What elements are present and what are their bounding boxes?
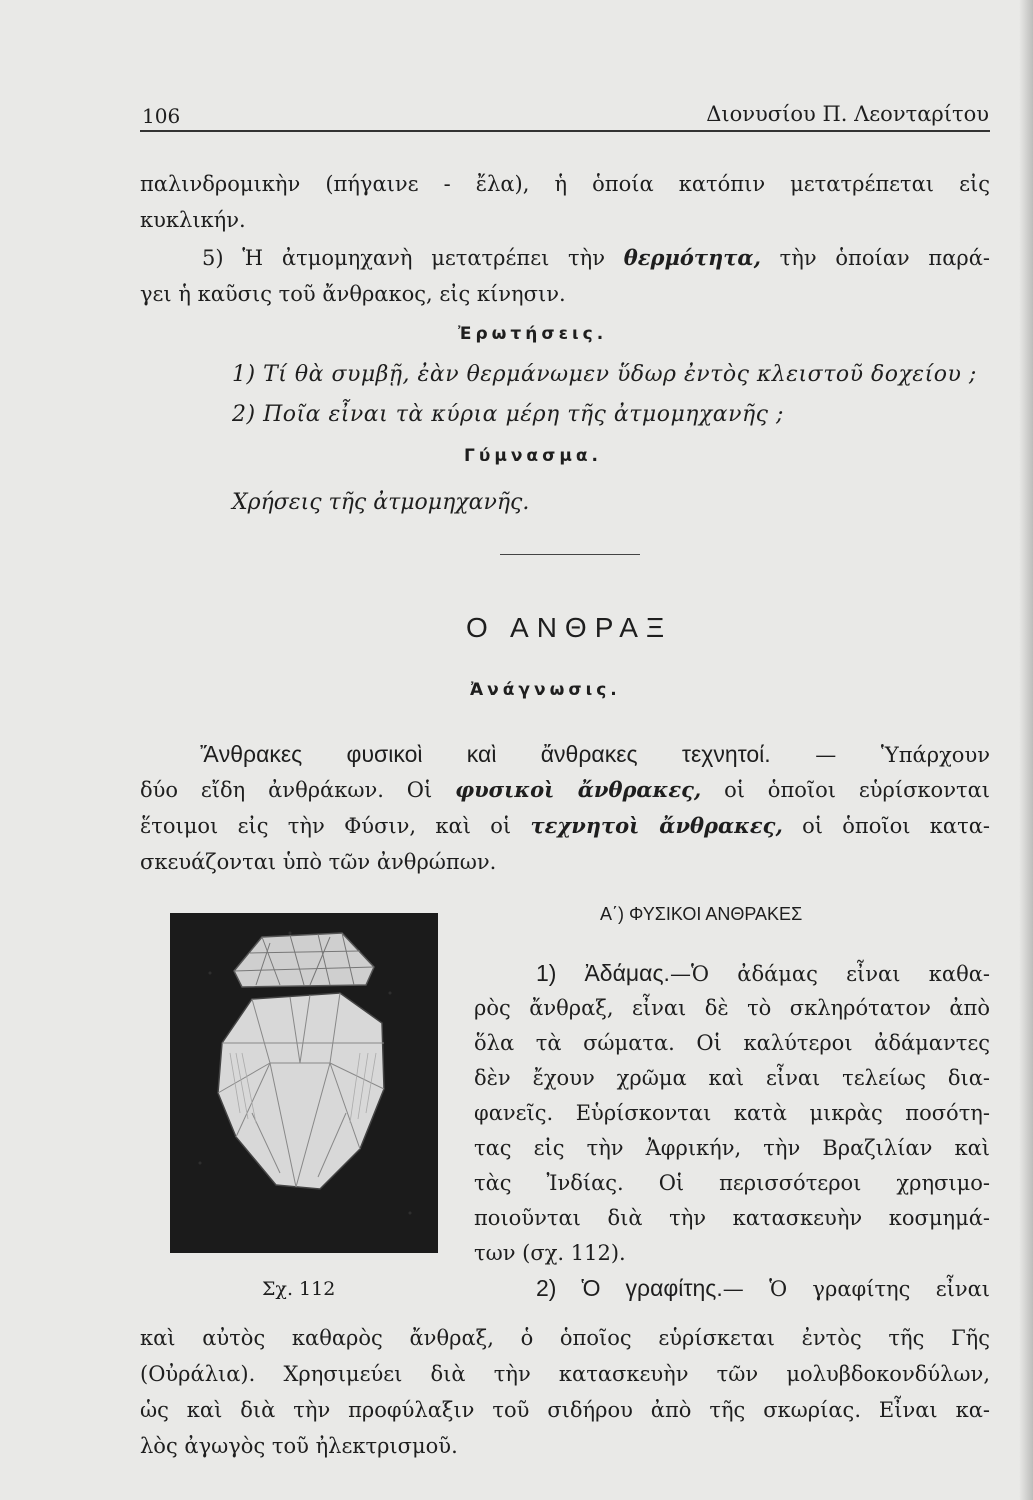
body-line: σκευάζονται ὑπὸ τῶν ἀνθρώπων. — [140, 850, 497, 874]
page-number: 106 — [142, 104, 181, 128]
graphite-paragraph — [140, 1320, 990, 1464]
body-text: δύο εἴδη ἀνθράκων. Οἱ — [140, 778, 456, 802]
diamond-text: —Ὁ ἀδάμας εἶναι καθα- — [669, 962, 990, 986]
lead-phrase: Ἄνθρακες φυσικοὶ καὶ ἄνθρακες τεχνητοί. — [200, 741, 771, 767]
body-line — [140, 736, 990, 772]
section-a-heading: Α΄) ΦΥΣΙΚΟΙ ΑΝΘΡΑΚΕΣ — [600, 904, 803, 924]
body-line — [140, 808, 990, 844]
body-text: ἕτοιμοι εἰς τὴν Φύσιν, καὶ οἱ — [140, 814, 531, 838]
running-title: Διονυσίου Π. Λεονταρίτου — [706, 102, 989, 126]
exercise-text: Χρήσεις τῆς ἀτμομηχανῆς. — [232, 490, 530, 515]
diamond-figure — [170, 913, 438, 1253]
diamond-line: φανεῖς. Εὑρίσκονται κατὰ μικρὰς ποσότη- — [474, 1101, 990, 1125]
diamond-line: ποιοῦνται διὰ τὴν κατασκευὴν κοσμημά- — [474, 1206, 990, 1230]
intro-line: κυκλικήν. — [140, 208, 246, 232]
item-5-line — [140, 240, 990, 276]
graphite-line: ὡς καὶ διὰ τὴν προφύλαξιν τοῦ σιδήρου ἀπὸ τῆς σκωρίας. Εἶναι κα- — [140, 1398, 990, 1422]
page-gutter-shadow — [1019, 0, 1033, 1500]
reading-heading: Ἀνάγνωσις. — [470, 680, 621, 700]
graphite-text: — Ὁ γραφίτης εἶναι — [722, 1277, 991, 1301]
header-rule — [140, 130, 990, 132]
diamond-line: τας εἰς τὴν Ἀφρικήν, τὴν Βραζιλίαν καὶ — [474, 1136, 990, 1160]
item-5-text: 5) Ἡ ἀτμομηχανὴ μετατρέπει τὴν — [202, 246, 624, 270]
diamond-line: δὲν ἔχουν χρῶμα καὶ εἶναι τελείως δια- — [474, 1066, 990, 1090]
question-2: 2) Ποῖα εἶναι τὰ κύρια μέρη τῆς ἀτμομηχανῆς ; — [232, 402, 784, 427]
artificial-carbons-term: τεχνητοὶ ἄνθρακες, — [530, 813, 783, 838]
chapter-title: Ο ΑΝΘΡΑΞ — [466, 612, 673, 643]
questions-heading: Ἐρωτήσεις. — [458, 324, 608, 344]
figure-caption: Σχ. 112 — [262, 1278, 336, 1300]
body-text: — Ὑπάρχουν — [770, 743, 990, 767]
diamond-line: τὰς Ἰνδίας. Οἱ περισσότεροι χρησιμο- — [474, 1171, 990, 1195]
item-5-text: τὴν ὁποίαν παρά- — [760, 246, 991, 270]
item-5-emphasis: θερμότητα, — [623, 245, 761, 270]
natural-artificial-paragraph — [140, 736, 990, 880]
section-divider — [500, 554, 640, 555]
graphite-lead: 2) Ὁ γραφίτης. — [536, 1275, 723, 1301]
diamond-line — [474, 956, 990, 991]
diamond-line: των (σχ. 112). — [474, 1241, 626, 1265]
item-5-line: γει ἡ καῦσις τοῦ ἄνθρακος, εἰς κίνησιν. — [140, 282, 566, 306]
graphite-line — [474, 1271, 990, 1308]
graphite-line: (Οὐράλια). Χρησιμεύει διὰ τὴν κατασκευὴν τῶν μολυβδοκονδύλων, — [140, 1362, 990, 1386]
graphite-line: καὶ αὐτὸς καθαρὸς ἄνθραξ, ὁ ὁποῖος εὑρίσκεται ἐντὸς τῆς Γῆς — [140, 1326, 990, 1350]
diamond-lead: 1) Ἀδάμας. — [536, 960, 670, 986]
body-text: οἱ ὁποῖοι κατα- — [782, 814, 991, 838]
natural-carbons-term: φυσικοὶ ἄνθρακες, — [455, 777, 702, 802]
exercise-heading: Γύμνασμα. — [464, 446, 602, 466]
intro-line: παλινδρομικὴν (πήγαινε - ἔλα), ἡ ὁποία κατόπιν μετατρέπεται εἰς — [140, 172, 990, 196]
body-text: οἱ ὁποῖοι εὑρίσκονται — [701, 778, 990, 802]
diamond-illustration — [170, 913, 438, 1253]
intro-paragraph — [140, 166, 990, 312]
diamond-line: ὅλα τὰ σώματα. Οἱ καλύτεροι ἀδάμαντες — [474, 1031, 990, 1055]
diamond-line: ρὸς ἄνθραξ, εἶναι δὲ τὸ σκληρότατον ἀπὸ — [474, 996, 990, 1020]
graphite-line: λὸς ἀγωγὸς τοῦ ἠλεκτρισμοῦ. — [140, 1434, 458, 1458]
body-line — [140, 772, 990, 808]
diamond-paragraph — [474, 956, 990, 1308]
question-1: 1) Τί θὰ συμβῇ, ἐὰν θερμάνωμεν ὕδωρ ἐντὸς κλειστοῦ δοχείου ; — [232, 362, 977, 387]
